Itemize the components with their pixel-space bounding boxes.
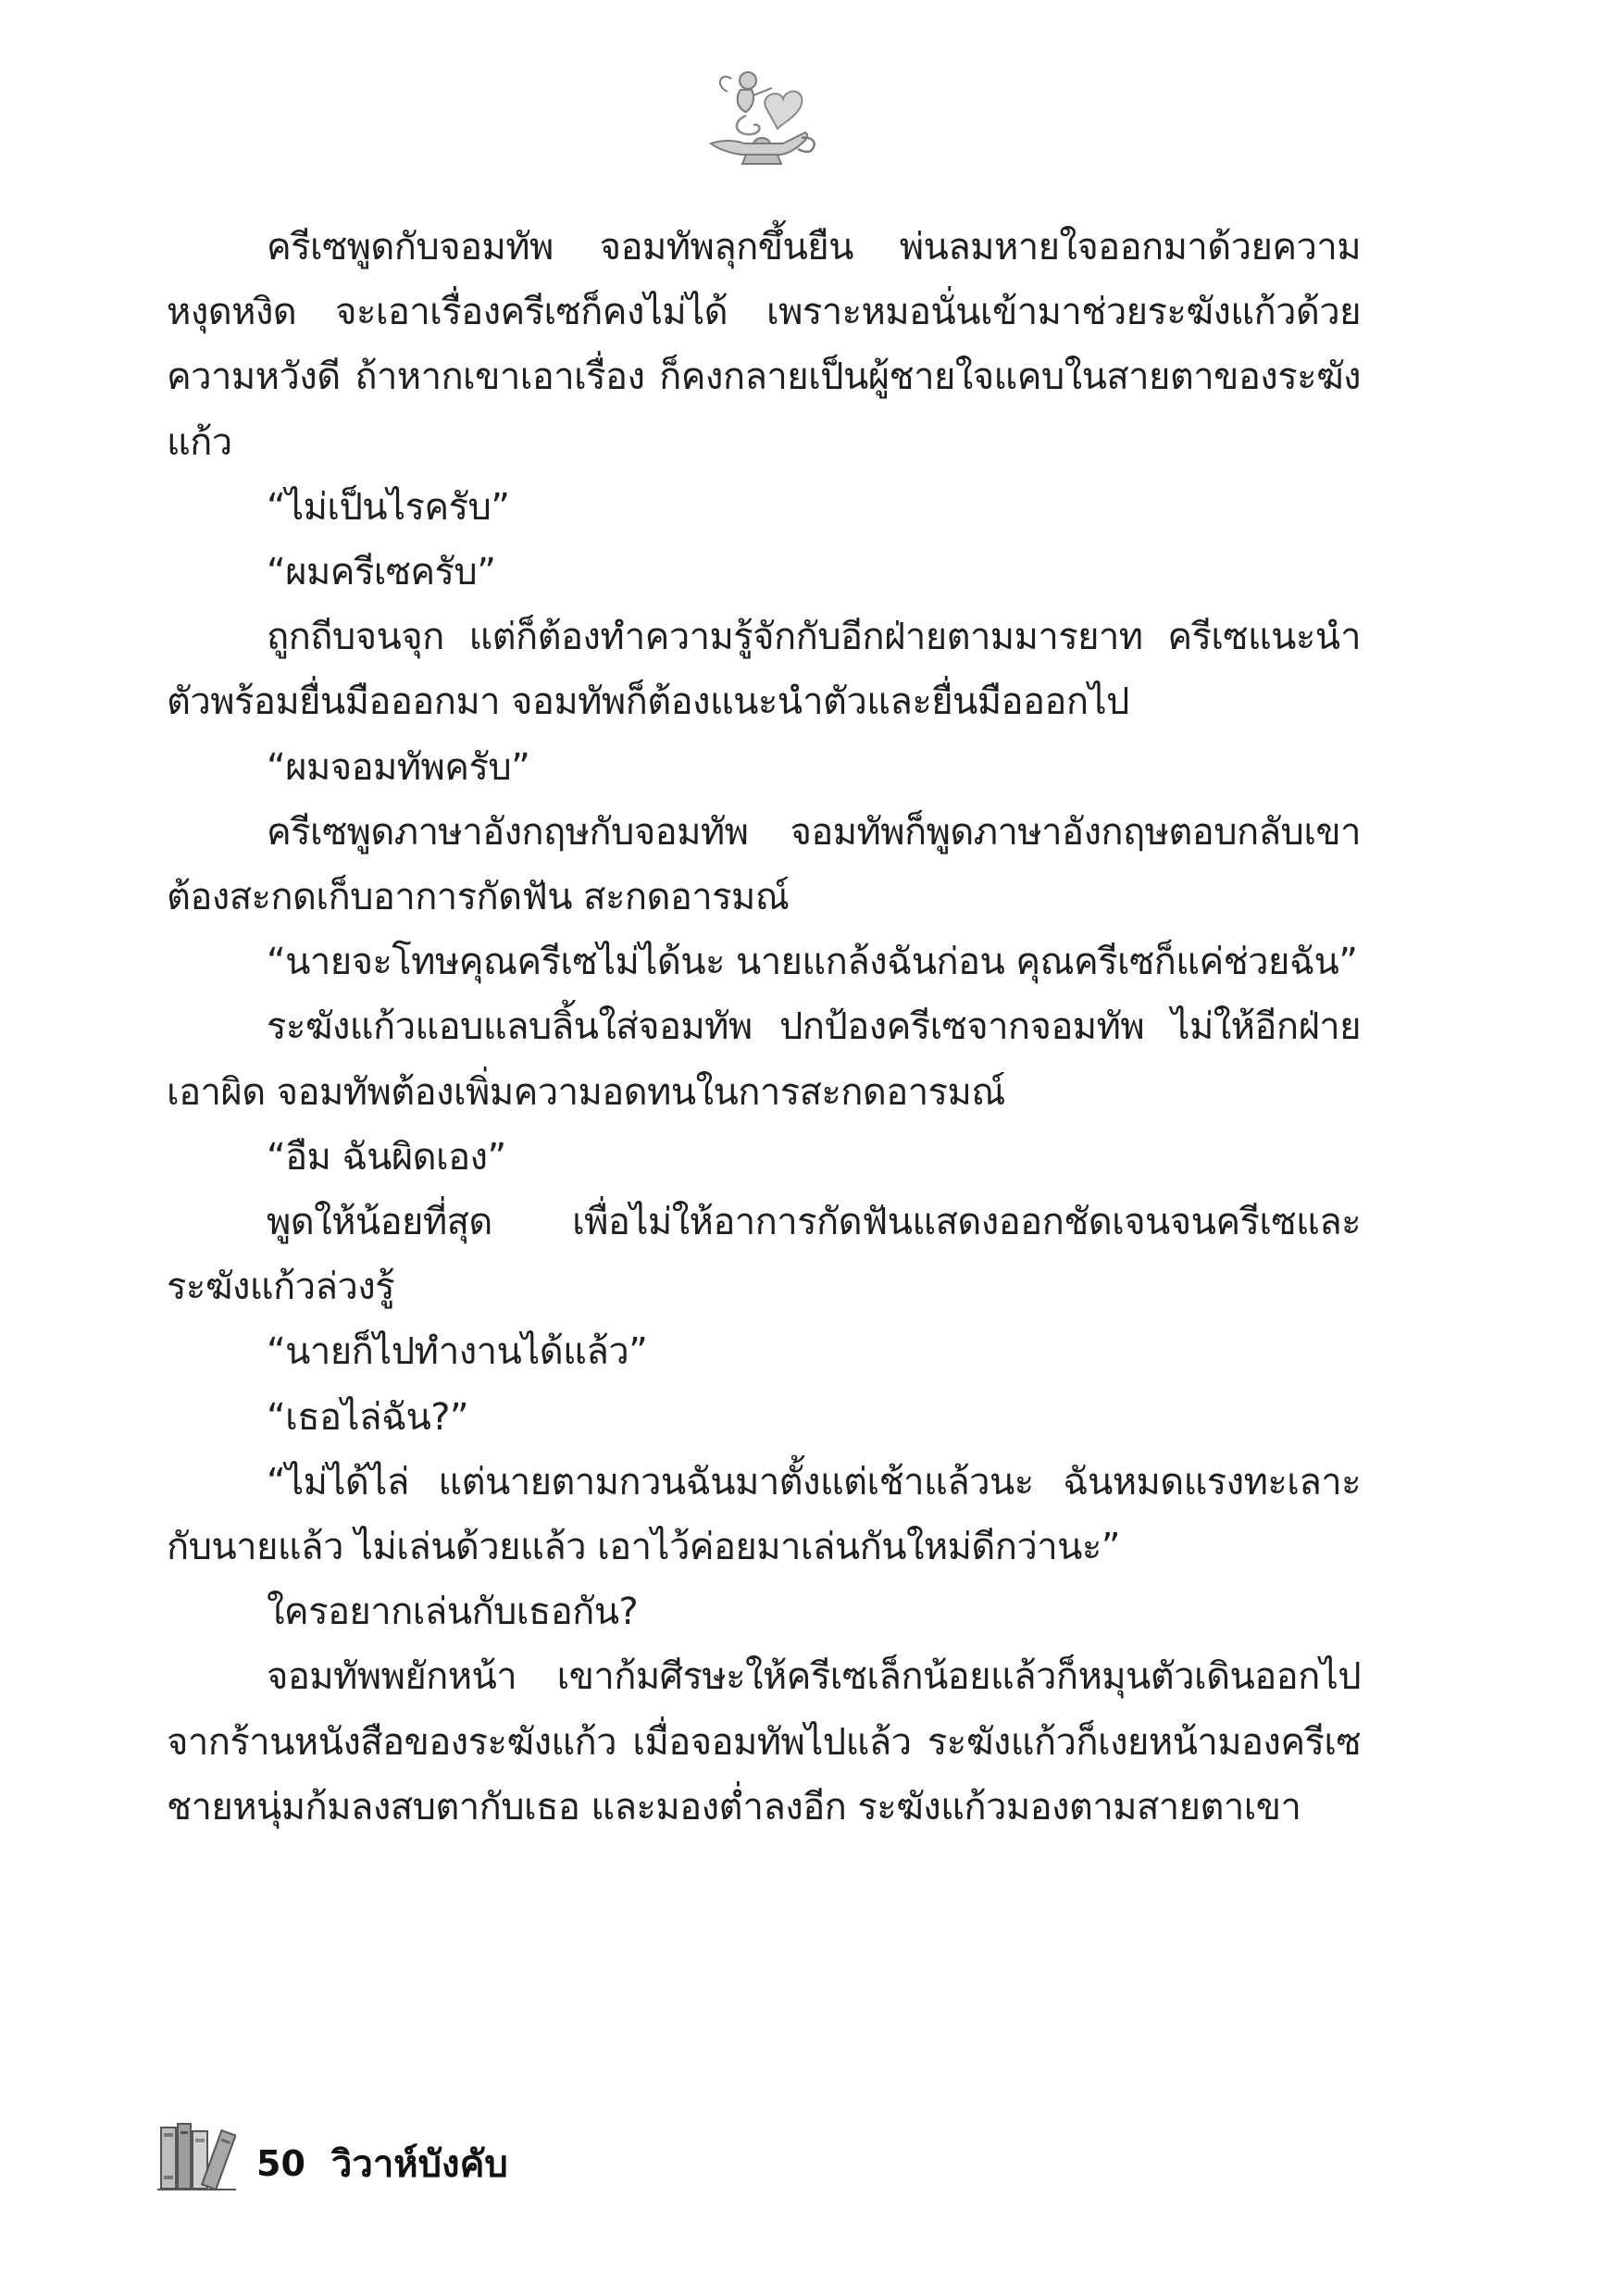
dialogue-line: “ผมครีเซครับ” — [267, 551, 496, 594]
books-icon — [157, 2120, 236, 2194]
paragraph: ถูกถีบจนจุก แต่ก็ต้องทำความรู้จักกับอีกฝ่ายตามมารยาท ครีเซแนะนำตัวพร้อมยื่นมือออกมา จอมทัพก็ต้องแนะนำตัวและยื่นมือออกไป — [167, 616, 1361, 724]
thought-line: ใครอยากเล่นกับเธอกัน? — [267, 1591, 639, 1634]
dialogue-line: “ไม่เป็นไรครับ” — [267, 485, 510, 529]
paragraph: จอมทัพพยักหน้า เขาก้มศีรษะให้ครีเซเล็กน้อยแล้วก็หมุนตัวเดินออกไปจากร้านหนังสือของระฆังแก้ว เมื่อจอมทัพไปแล้ว ระฆังแก้วก็เงยหน้ามองครีเซ ชายหนุ่มก้มลงสบตากับเธอ และมองต่ำลงอีก ระฆังแก้วมองตามสายตาเขา — [167, 1655, 1361, 1828]
dialogue-line: “เธอไล่ฉัน?” — [267, 1395, 469, 1439]
chapter-text — [167, 215, 1361, 1840]
dialogue-line: “ผมจอมทัพครับ” — [267, 745, 530, 789]
dialogue-paragraph: “ไม่ได้ไล่ แต่นายตามกวนฉันมาตั้งแต่เช้าแล้วนะ ฉันหมดแรงทะเลาะกับนายแล้ว ไม่เล่นด้วยแล้ว เอาไว้ค่อยมาเล่นกันใหม่ดีกว่านะ” — [167, 1460, 1361, 1569]
dialogue-line: “นายจะโทษคุณครีเซไม่ได้นะ นายแกล้งฉันก่อน คุณครีเซก็แค่ช่วยฉัน” — [267, 941, 1358, 984]
genie-lamp-icon — [694, 51, 824, 171]
book-title: วิวาห์บังคับ — [330, 2143, 508, 2186]
page-number: 50 — [256, 2143, 305, 2184]
dialogue-line: “นายก็ไปทำงานได้แล้ว” — [267, 1330, 648, 1374]
paragraph: พูดให้น้อยที่สุด เพื่อไม่ให้อาการกัดฟันแสดงออกชัดเจนจนครีเซและระฆังแก้วล่วงรู้ — [167, 1201, 1361, 1309]
page-footer — [157, 2120, 508, 2194]
paragraph: ระฆังแก้วแอบแลบลิ้นใส่จอมทัพ ปกป้องครีเซจากจอมทัพ ไม่ให้อีกฝ่ายเอาผิด จอมทัพต้องเพิ่มความอดทนในการสะกดอารมณ์ — [167, 1005, 1361, 1114]
paragraph: ครีเซพูดภาษาอังกฤษกับจอมทัพ จอมทัพก็พูดภาษาอังกฤษตอบกลับเขาต้องสะกดเก็บอาการกัดฟัน สะกดอารมณ์ — [167, 810, 1361, 919]
dialogue-line: “อืม ฉันผิดเอง” — [267, 1135, 506, 1179]
paragraph-1: ครีเซพูดกับจอมทัพ จอมทัพลุกขึ้นยืน พ่นลมหายใจออกมาด้วยความหงุดหงิด จะเอาเรื่องครีเซก็คงไม่ได้ เพราะหมอนั่นเข้ามาช่วยระฆังแก้วด้วยความหวังดี ถ้าหากเขาเอาเรื่อง ก็คงกลายเป็นผู้ชายใจแคบในสายตาของระฆังแก้ว — [167, 226, 1361, 464]
